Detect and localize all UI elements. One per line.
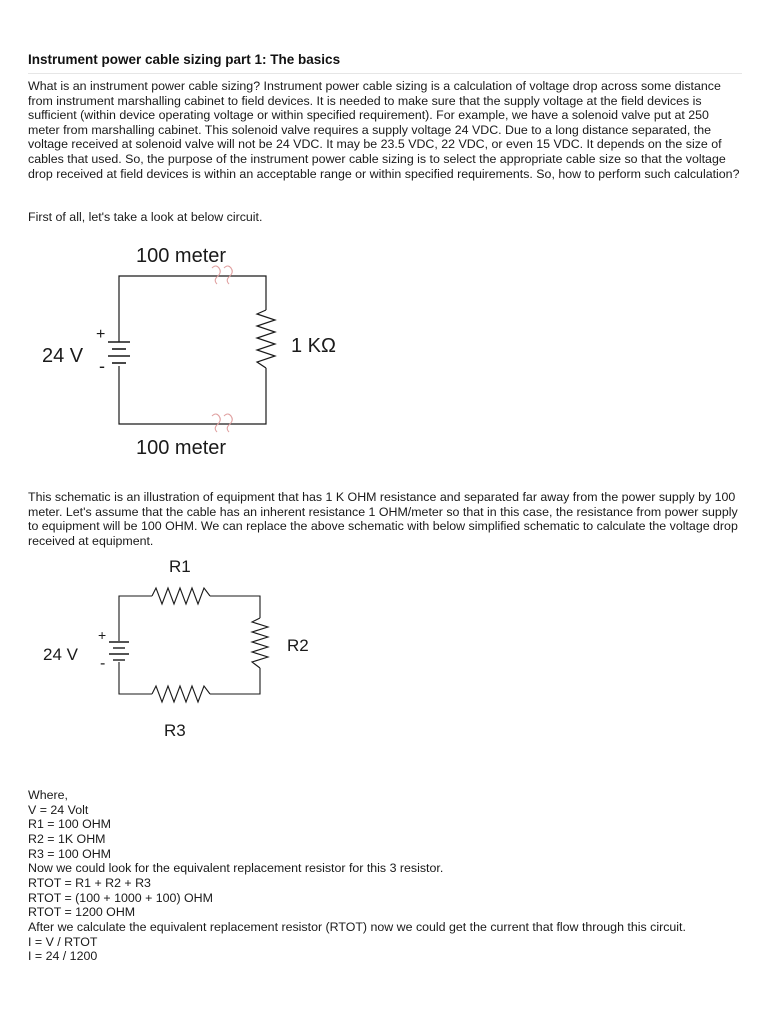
circuit-diagram-1 xyxy=(28,238,388,470)
bottom-length-label: 100 meter xyxy=(136,437,227,459)
voltage-label: 24 V xyxy=(42,345,84,367)
calc-line: I = V / RTOT xyxy=(28,934,98,949)
calc-line: RTOT = (100 + 1000 + 100) OHM xyxy=(28,890,213,905)
r1-label: R1 xyxy=(169,557,191,576)
calculation-lines xyxy=(28,788,740,964)
r3-label: R3 xyxy=(164,721,186,740)
circuit-diagram-2 xyxy=(28,554,348,744)
resistor-r2 xyxy=(252,618,268,668)
calc-line: I = 24 / 1200 xyxy=(28,949,98,964)
circuit-intro-text: First of all, let's take a look at below circuit. xyxy=(28,210,263,224)
calc-line: RTOT = 1200 OHM xyxy=(28,905,136,920)
minus-sign-2: - xyxy=(100,655,106,672)
resistor-symbol xyxy=(257,310,275,368)
resistor-r3 xyxy=(152,686,210,702)
voltage-label-2: 24 V xyxy=(43,645,78,664)
resistance-label: 1 KΩ xyxy=(291,335,336,357)
top-length-label: 100 meter xyxy=(136,245,227,267)
r2-label: R2 xyxy=(287,636,309,655)
calc-line: After we calculate the equivalent replacement resistor (RTOT) now we could get the current that flow through this circuit. xyxy=(28,919,686,934)
intro-paragraph: What is an instrument power cable sizing? Instrument power cable sizing is a calculation of voltage drop across some distance from instrument marshalling cabinet to field devices. It is needed to make sure that the supply voltage at the field devices is sufficient (within device operating voltage or within specified requirement). For example, we have a solenoid valve put at 250 meter from marshalling cabinet. This solenoid valve requires a supply voltage 24 VDC. Due to a long distance separated, the voltage received at solenoid valve will not be 24 VDC. It may be 23.5 VDC, 22 VDC, or even 15 VDC. It depends on the size of cables that used. So, the purpose of the instrument power cable sizing is to select the appropriate cable size so that the voltage drop received at field devices is within an acceptable range or within specified requirements. So, how to perform such calculation? xyxy=(28,79,740,181)
title-divider xyxy=(28,73,742,74)
break-mark-bottom xyxy=(212,414,232,432)
circuit2-wires xyxy=(119,596,260,694)
calc-line: RTOT = R1 + R2 + R3 xyxy=(28,875,151,890)
calc-line: R3 = 100 OHM xyxy=(28,846,111,861)
schematic-description: This schematic is an illustration of equipment that has 1 K OHM resistance and separated far away from the power supply by 100 meter. Let's assume that the cable has an inherent resistance 1 OHM/meter so that in this case, the resistance from power supply to equipment will be 100 OHM. We can replace the above schematic with below simplified schematic to calculate the voltage drop received at equipment. xyxy=(28,490,738,548)
battery-symbol xyxy=(108,342,130,363)
plus-sign-2: + xyxy=(98,627,107,643)
calc-line: V = 24 Volt xyxy=(28,802,89,817)
circuit-wires xyxy=(119,276,266,424)
resistor-r1 xyxy=(152,588,210,604)
calc-line: Now we could look for the equivalent replacement resistor for this 3 resistor. xyxy=(28,861,444,876)
battery-symbol-2 xyxy=(109,642,129,660)
calc-line: Where, xyxy=(28,788,68,802)
calc-line: R2 = 1K OHM xyxy=(28,831,106,846)
page-title: Instrument power cable sizing part 1: The basics xyxy=(28,52,341,67)
break-mark-top xyxy=(212,266,232,284)
plus-sign: + xyxy=(96,326,106,343)
minus-sign: - xyxy=(99,356,105,376)
calc-line: R1 = 100 OHM xyxy=(28,817,111,832)
